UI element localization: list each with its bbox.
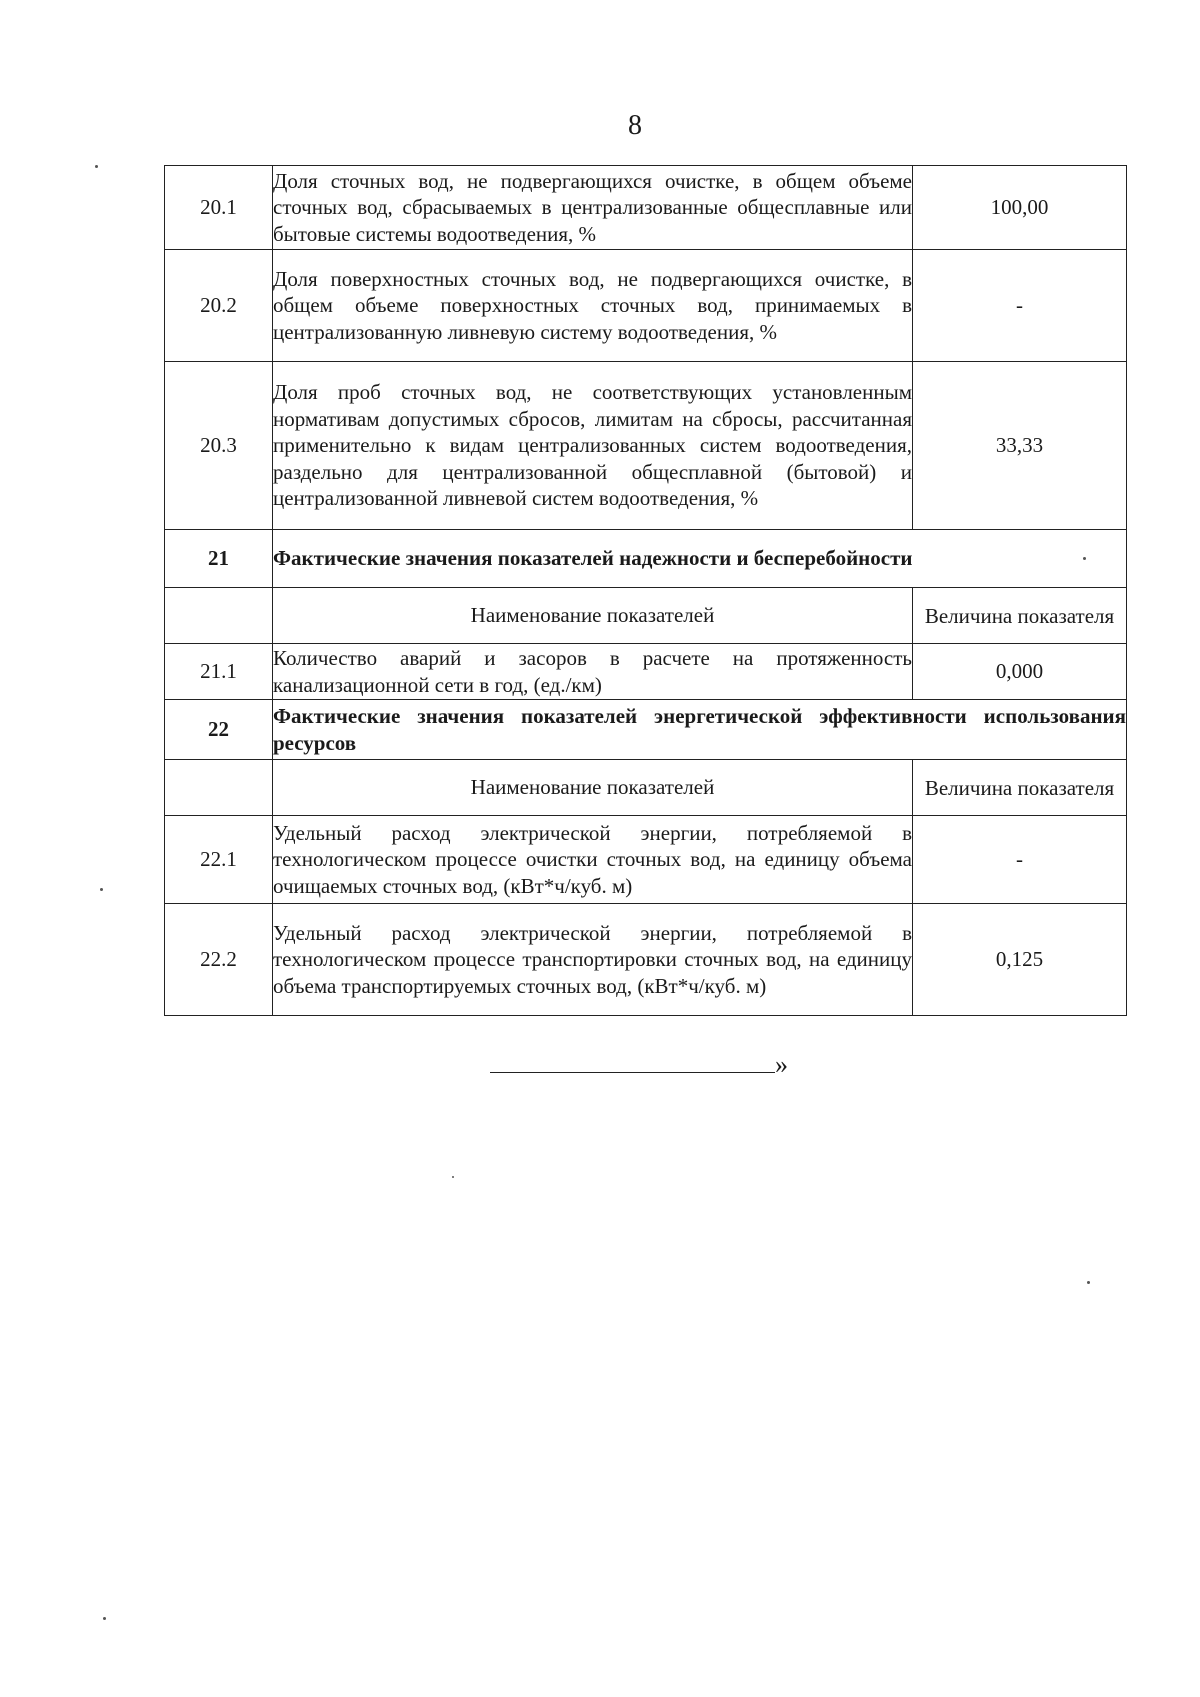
signature-underline	[490, 1050, 775, 1073]
row-number: 21.1	[165, 644, 273, 700]
table-row	[165, 904, 1127, 1016]
page-number: 8	[628, 110, 642, 141]
row-description: Удельный расход электрической энергии, потребляемой в технологическом процессе очистки сточных вод, на единицу объема очищаемых сточных вод, (кВт*ч/куб. м)	[273, 816, 913, 904]
table-row	[165, 362, 1127, 530]
row-number: 20.2	[165, 250, 273, 362]
row-description: Доля сточных вод, не подвергающихся очистке, в общем объеме сточных вод, сбрасываемых в централизованные общесплавные или бытовые системы водоотведения, %	[273, 166, 913, 250]
scan-speck	[103, 1617, 106, 1620]
row-description: Удельный расход электрической энергии, потребляемой в технологическом процессе транспортировки сточных вод, на единицу объема транспортируемых сточных вод, (кВт*ч/куб. м)	[273, 904, 913, 1016]
row-description: Доля проб сточных вод, не соответствующих установленным нормативам допустимых сбросов, лимитам на сбросы, рассчитанная применительно к видам централизованных систем водоотведения, раздельно для централизованной общесплавной (бытовой) и централизованной ливневой систем водоотведения, %	[273, 362, 913, 530]
header-value: Величина показателя	[913, 760, 1127, 816]
row-value: 100,00	[913, 166, 1127, 250]
section-title: Фактические значения показателей надежности и бесперебойности	[273, 530, 1127, 588]
table-row	[165, 166, 1127, 250]
table-row	[165, 816, 1127, 904]
section-number: 21	[165, 530, 273, 588]
row-description: Доля поверхностных сточных вод, не подвергающихся очистке, в общем объеме поверхностных сточных вод, принимаемых в централизованную ливневую систему водоотведения, %	[273, 250, 913, 362]
row-number: 22.2	[165, 904, 273, 1016]
header-name: Наименование показателей	[273, 588, 913, 644]
row-number: 22.1	[165, 816, 273, 904]
section-number: 22	[165, 700, 273, 760]
column-header-row	[165, 588, 1127, 644]
scan-speck	[1083, 557, 1086, 560]
closing-line	[490, 1050, 788, 1080]
row-value: 0,125	[913, 904, 1127, 1016]
table-row	[165, 250, 1127, 362]
section-row	[165, 530, 1127, 588]
row-value: -	[913, 250, 1127, 362]
section-row	[165, 700, 1127, 760]
closing-quote: »	[775, 1050, 788, 1079]
row-value: -	[913, 816, 1127, 904]
row-number: 20.1	[165, 166, 273, 250]
scan-speck	[100, 888, 103, 891]
indicators-table	[164, 165, 1127, 1016]
scan-speck	[1087, 1281, 1090, 1284]
scan-speck	[95, 165, 98, 168]
empty-cell	[165, 760, 273, 816]
row-description: Количество аварий и засоров в расчете на протяженность канализационной сети в год, (ед./км)	[273, 644, 913, 700]
table-row	[165, 644, 1127, 700]
scan-speck	[452, 1176, 454, 1178]
row-number: 20.3	[165, 362, 273, 530]
row-value: 0,000	[913, 644, 1127, 700]
row-value: 33,33	[913, 362, 1127, 530]
header-value: Величина показателя	[913, 588, 1127, 644]
empty-cell	[165, 588, 273, 644]
column-header-row	[165, 760, 1127, 816]
header-name: Наименование показателей	[273, 760, 913, 816]
section-title: Фактические значения показателей энергетической эффективности использования ресурсов	[273, 700, 1127, 760]
